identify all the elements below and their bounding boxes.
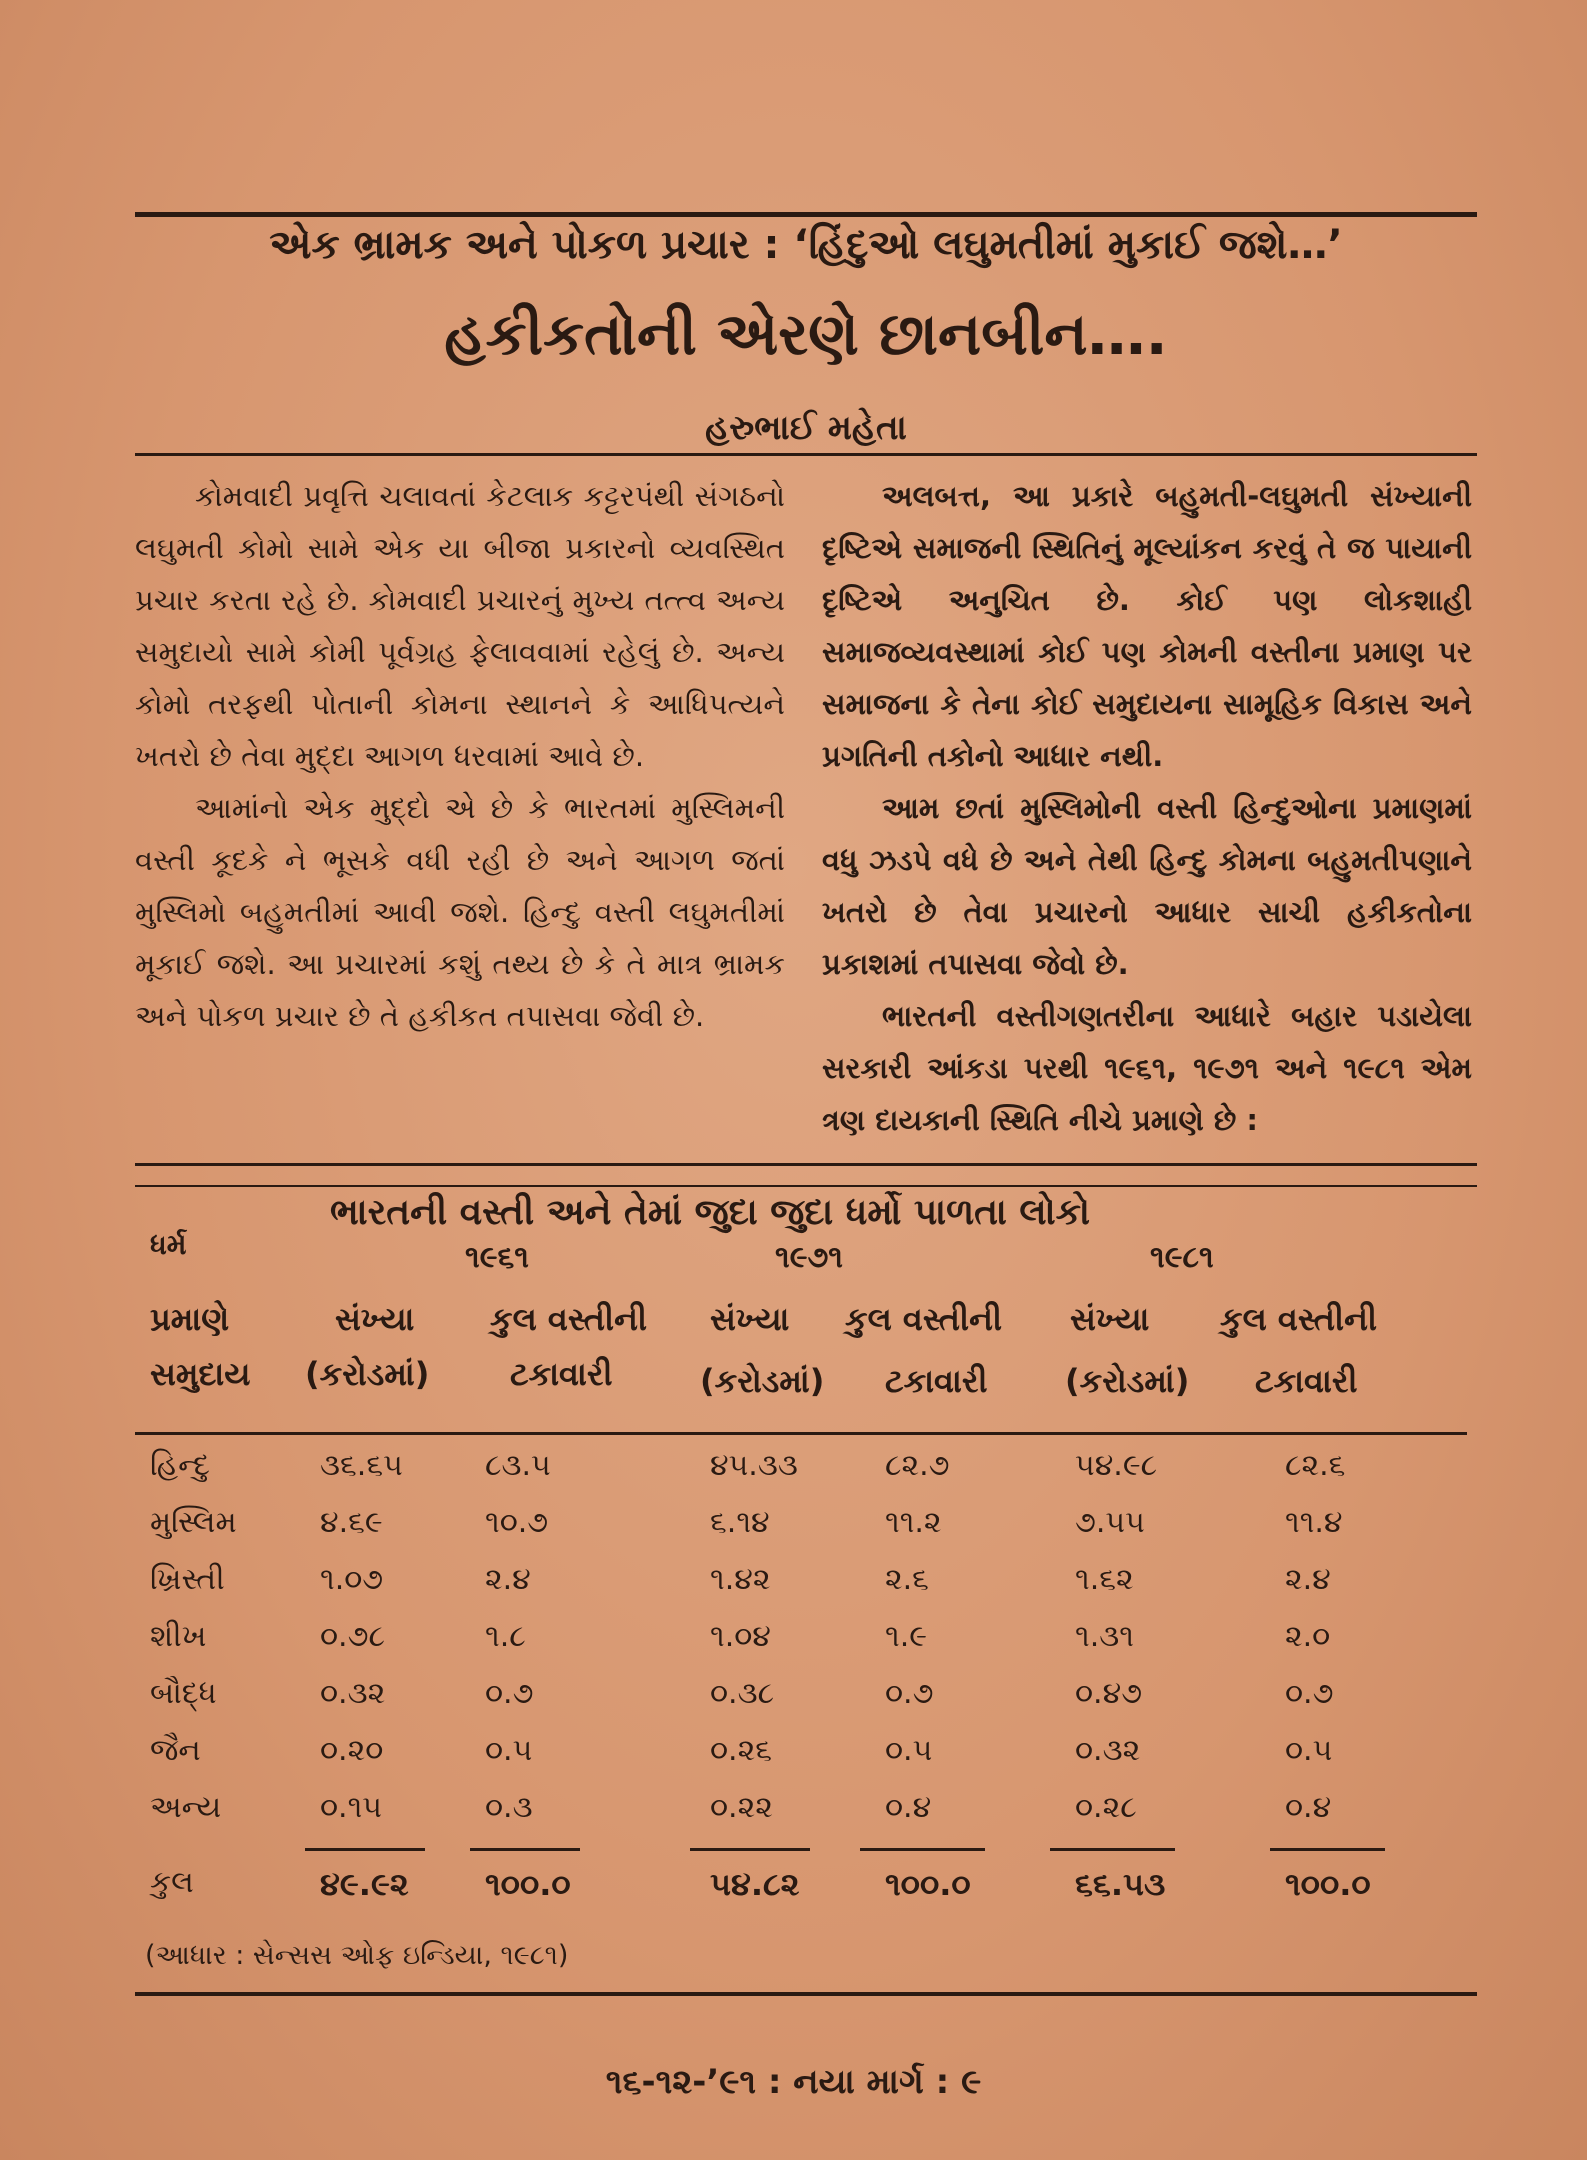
- cell-pct-1971: ૦.૫: [885, 1733, 933, 1768]
- article-title: હકીકતોની એરણે છાનબીન….: [444, 300, 1168, 368]
- table-title: ભારતની વસ્તી અને તેમાં જુદા જુદા ધર્મો પાળતા લોકો: [330, 1192, 1091, 1233]
- header-count-1961: સંખ્યા: [335, 1300, 415, 1338]
- table-header-rule: [135, 1432, 1467, 1435]
- sum-rule: [305, 1848, 425, 1851]
- cell-total-pct-1961: ૧૦૦.૦: [485, 1865, 571, 1903]
- cell-pct-1961: ૧.૮: [485, 1619, 526, 1654]
- cell-pct-1981: ૦.૪: [1285, 1790, 1332, 1825]
- left-column: [135, 470, 785, 1042]
- cell-pct-1961: ૦.૫: [485, 1733, 533, 1768]
- top-rule: [135, 212, 1477, 217]
- header-year-1961: ૧૯૬૧: [465, 1240, 529, 1275]
- cell-religion: શીખ: [150, 1619, 207, 1654]
- cell-count-1971: ૪૫.૩૩: [710, 1448, 798, 1483]
- cell-pct-1971: ૦.૭: [885, 1676, 934, 1711]
- cell-count-1971: ૬.૧૪: [710, 1505, 770, 1540]
- cell-count-1971: ૦.૩૮: [710, 1676, 775, 1711]
- cell-pct-1981: ૦.૫: [1285, 1733, 1333, 1768]
- bottom-rule: [135, 1992, 1477, 1996]
- sum-rule: [690, 1848, 810, 1851]
- cell-total-pct-1971: ૧૦૦.૦: [885, 1865, 971, 1903]
- cell-count-1961: ૧.૦૭: [320, 1562, 384, 1597]
- cell-total-label: કુલ: [150, 1865, 194, 1900]
- table-top-rule: [135, 1163, 1477, 1166]
- cell-pct-1981: ૧૧.૪: [1285, 1505, 1343, 1540]
- cell-pct-1981: ૨.૪: [1285, 1562, 1331, 1597]
- cell-pct-1961: ૦.૩: [485, 1790, 533, 1825]
- table-row: [0, 1676, 1587, 1732]
- cell-count-1971: ૧.૦૪: [710, 1619, 771, 1654]
- cell-count-1981: ૦.૪૭: [1075, 1676, 1143, 1711]
- cell-religion: હિન્દુ: [150, 1448, 210, 1483]
- cell-pct-1971: ૮૨.૭: [885, 1448, 950, 1483]
- sum-rule: [1050, 1848, 1175, 1851]
- cell-total-count-1981: ૬૬.૫૩: [1075, 1865, 1166, 1903]
- cell-count-1971: ૦.૨૬: [710, 1733, 773, 1768]
- cell-pct-1971: ૧૧.૨: [885, 1505, 942, 1540]
- header-year-1971: ૧૯૭૧: [775, 1240, 844, 1275]
- cell-count-1981: ૧.૬૨: [1075, 1562, 1134, 1597]
- cell-pct-1981: ૮૨.૬: [1285, 1448, 1346, 1483]
- cell-count-1961: ૩૬.૬૫: [320, 1448, 403, 1483]
- right-column: [822, 470, 1472, 1146]
- cell-pct-1961: ૨.૪: [485, 1562, 531, 1597]
- cell-total-count-1971: ૫૪.૮૨: [710, 1865, 800, 1903]
- right-paragraph-3: ભારતની વસ્તીગણતરીના આધારે બહાર પડાયેલા સરકારી આંકડા પરથી ૧૯૬૧, ૧૯૭૧ અને ૧૯૮૧ એમ ત્રણ દાયકાની સ્થિતિ નીચે પ્રમાણે છે :: [822, 999, 1472, 1137]
- cell-count-1961: ૦.૨૦: [320, 1733, 384, 1768]
- table-row: [0, 1562, 1587, 1618]
- cell-pct-1981: ૨.૦: [1285, 1619, 1331, 1654]
- cell-count-1981: ૦.૩૨: [1075, 1733, 1141, 1768]
- cell-religion: ખ્રિસ્તી: [150, 1562, 225, 1597]
- cell-count-1971: ૦.૨૨: [710, 1790, 773, 1825]
- cell-religion: જૈન: [150, 1733, 201, 1768]
- sum-rule: [860, 1848, 985, 1851]
- cell-count-1981: ૭.૫૫: [1075, 1505, 1145, 1540]
- cell-pct-1971: ૨.૬: [885, 1562, 929, 1597]
- cell-count-1961: ૦.૭૮: [320, 1619, 385, 1654]
- cell-total-pct-1981: ૧૦૦.૦: [1285, 1865, 1371, 1903]
- cell-religion: મુસ્લિમ: [150, 1505, 237, 1540]
- table-source: (આધાર : સેન્સસ ઓફ ઇન્ડિયા, ૧૯૮૧): [145, 1940, 569, 1971]
- cell-pct-1961: ૮૩.૫: [485, 1448, 551, 1483]
- left-paragraph-1: કોમવાદી પ્રવૃત્તિ ચલાવતાં કેટલાક કટ્ટરપંથી સંગઠનો લઘુમતી કોમો સામે એક યા બીજા પ્રકારનો વ્યવસ્થિત પ્રચાર કરતા રહે છે. કોમવાદી પ્રચારનું મુખ્ય તત્ત્વ અન્ય સમુદાયો સામે કોમી પૂર્વગ્રહ ફેલાવવામાં રહેલું છે. અન્ય કોમો તરફથી પોતાની કોમના સ્થાનને કે આધિપત્યને ખતરો છે તેવા મુદ્દા આગળ ધરવામાં આવે છે.: [135, 479, 785, 773]
- cell-pct-1971: ૦.૪: [885, 1790, 932, 1825]
- cell-count-1961: ૦.૩૨: [320, 1676, 386, 1711]
- header-count-unit-1961: (કરોડમાં): [305, 1355, 430, 1393]
- table-row: [0, 1448, 1587, 1504]
- article-kicker: એક ભ્રામક અને પોકળ પ્રચાર : ‘હિંદુઓ લઘુમતીમાં મુકાઈ જશે…’: [269, 222, 1343, 268]
- header-pct-1981: કુલ વસ્તીની: [1220, 1300, 1378, 1338]
- header-pramane: પ્રમાણે: [150, 1300, 230, 1338]
- page-footer: ૧૬-૧૨-’૯૧ : નયા માર્ગ : ૯: [605, 2062, 982, 2102]
- table-row: [0, 1619, 1587, 1675]
- cell-total-count-1961: ૪૯.૯૨: [320, 1865, 409, 1903]
- header-count-1971: સંખ્યા: [710, 1300, 790, 1338]
- cell-pct-1961: ૧૦.૭: [485, 1505, 549, 1540]
- cell-pct-1961: ૦.૭: [485, 1676, 534, 1711]
- right-paragraph-2: આમ છતાં મુસ્લિમોની વસ્તી હિન્દુઓના પ્રમાણમાં વધુ ઝડપે વધે છે અને તેથી હિન્દુ કોમના બહુમતીપણાને ખતરો છે તેવા પ્રચારનો આધાર સાચી હકીકતોના પ્રકાશમાં તપાસવા જેવો છે.: [822, 791, 1472, 981]
- left-paragraph-2: આમાંનો એક મુદ્દો એ છે કે ભારતમાં મુસ્લિમની વસ્તી કૂદકે ને ભૂસકે વધી રહી છે અને આગળ જતાં મુસ્લિમો બહુમતીમાં આવી જશે. હિન્દુ વસ્તી લઘુમતીમાં મૂકાઈ જશે. આ પ્રચારમાં કશું તથ્ય છે કે તે માત્ર ભ્રામક અને પોકળ પ્રચાર છે તે હકીકત તપાસવા જેવી છે.: [135, 791, 785, 1033]
- table-total-row: [0, 1865, 1587, 1921]
- header-pct-unit-1971: ટકાવારી: [885, 1362, 988, 1400]
- cell-religion: બૌદ્ધ: [150, 1676, 217, 1711]
- header-religion: ધર્મ: [150, 1228, 187, 1261]
- right-paragraph-1: અલબત્ત, આ પ્રકારે બહુમતી-લઘુમતી સંખ્યાની દૃષ્ટિએ સમાજની સ્થિતિનું મૂલ્યાંકન કરવું તે જ પાયાની દૃષ્ટિએ અનુચિત છે. કોઈ પણ લોકશાહી સમાજવ્યવસ્થામાં કોઈ પણ કોમની વસ્તીના પ્રમાણ પર સમાજના કે તેના કોઈ સમુદાયના સામૂહિક વિકાસ અને પ્રગતિની તકોનો આધાર નથી.: [822, 479, 1472, 773]
- header-pct-1971: કુલ વસ્તીની: [845, 1300, 1003, 1338]
- article-author: હરુભાઈ મહેતા: [705, 408, 907, 448]
- header-rule: [135, 453, 1477, 456]
- sum-rule: [470, 1848, 580, 1851]
- header-pct-unit-1981: ટકાવારી: [1255, 1362, 1358, 1400]
- header-pct-unit-1961: ટકાવારી: [510, 1355, 613, 1393]
- header-samuday: સમુદાય: [150, 1355, 251, 1393]
- cell-count-1981: ૧.૩૧: [1075, 1619, 1134, 1654]
- table-top-rule-thin: [135, 1185, 1477, 1187]
- cell-count-1971: ૧.૪૨: [710, 1562, 771, 1597]
- header-count-unit-1981: (કરોડમાં): [1065, 1362, 1190, 1400]
- cell-count-1961: ૪.૬૯: [320, 1505, 383, 1540]
- header-count-unit-1971: (કરોડમાં): [700, 1362, 825, 1400]
- header-year-1981: ૧૯૮૧: [1150, 1240, 1214, 1275]
- cell-count-1961: ૦.૧૫: [320, 1790, 383, 1825]
- cell-pct-1971: ૧.૯: [885, 1619, 927, 1654]
- header-count-1981: સંખ્યા: [1070, 1300, 1150, 1338]
- table-row: [0, 1505, 1587, 1561]
- cell-count-1981: ૫૪.૯૮: [1075, 1448, 1158, 1483]
- header-pct-1961: કુલ વસ્તીની: [490, 1300, 648, 1338]
- table-row: [0, 1790, 1587, 1846]
- table-row: [0, 1733, 1587, 1789]
- sum-rule: [1270, 1848, 1385, 1851]
- cell-pct-1981: ૦.૭: [1285, 1676, 1334, 1711]
- cell-religion: અન્ય: [150, 1790, 222, 1825]
- cell-count-1981: ૦.૨૮: [1075, 1790, 1137, 1825]
